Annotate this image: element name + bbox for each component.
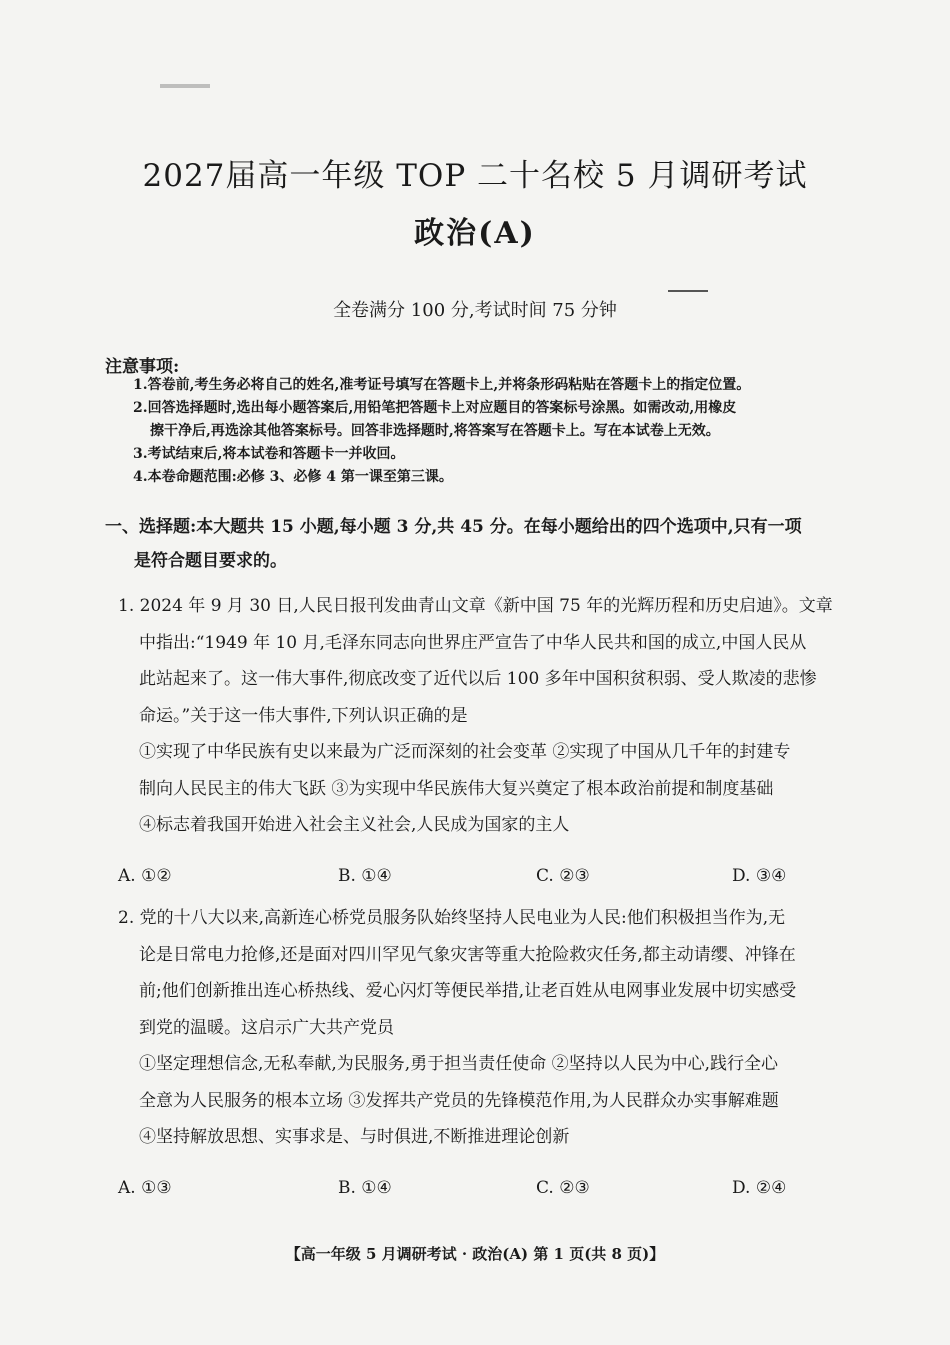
section-line: 一、选择题:本大题共 15 小题,每小题 3 分,共 45 分。在每小题给出的四个选项中,只有一项 — [105, 517, 802, 537]
option-d: D. ②④ — [732, 1178, 787, 1198]
notice-item: 2.回答选择题时,选出每小题答案后,用铅笔把答题卡上对应题目的答案标号涂黑。如需改动,用橡皮 — [133, 400, 737, 416]
question-line: 此站起来了。这一伟大事件,彻底改变了近代以后 100 多年中国积贫积弱、受人欺凌的悲惨 — [139, 669, 817, 689]
option-a: A. ①② — [118, 866, 172, 886]
question-line: ①坚定理想信念,无私奉献,为民服务,勇于担当责任使命 ②坚持以人民为中心,践行全心 — [139, 1054, 779, 1074]
option-a: A. ①③ — [118, 1178, 172, 1198]
scan-mark — [160, 84, 210, 88]
question-line: 全意为人民服务的根本立场 ③发挥共产党员的先锋模范作用,为人民群众办实事解难题 — [139, 1090, 779, 1111]
notice-heading: 注意事项: — [105, 357, 180, 377]
question-2-options — [118, 1178, 838, 1208]
option-d: D. ③④ — [732, 866, 787, 886]
question-line: 论是日常电力抢修,还是面对四川罕见气象灾害等重大抢险救灾任务,都主动请缨、冲锋在 — [139, 944, 796, 965]
question-line: 命运。”关于这一伟大事件,下列认识正确的是 — [139, 705, 468, 726]
question-line: 1. 2024 年 9 月 30 日,人民日报刊发曲青山文章《新中国 75 年的光辉历程和历史启迪》。文章 — [118, 596, 833, 616]
option-b: B. ①④ — [338, 1178, 392, 1198]
notice-item: 擦干净后,再选涂其他答案标号。回答非选择题时,将答案写在答题卡上。写在本试卷上无效。 — [150, 423, 720, 439]
question-line: 2. 党的十八大以来,高新连心桥党员服务队始终坚持人民电业为人民:他们积极担当作为,无 — [118, 908, 786, 928]
question-line: 到党的温暖。这启示广大共产党员 — [139, 1017, 394, 1038]
section-heading — [105, 510, 825, 578]
notice-item: 4.本卷命题范围:必修 3、必修 4 第一课至第三课。 — [133, 469, 453, 485]
pen-stroke — [668, 290, 708, 292]
exam-title: 2027届高一年级 TOP 二十名校 5 月调研考试 — [142, 158, 808, 194]
question-2 — [118, 900, 838, 1156]
question-line: ①实现了中华民族有史以来最为广泛而深刻的社会变革 ②实现了中国从几千年的封建专 — [139, 742, 791, 762]
page-footer: 【高一年级 5 月调研考试 · 政治(A) 第 1 页(共 8 页)】 — [285, 1245, 665, 1263]
option-c: C. ②③ — [536, 866, 590, 886]
exam-subject: 政治(A) — [414, 216, 536, 251]
option-b: B. ①④ — [338, 866, 392, 886]
section-line: 是符合题目要求的。 — [134, 551, 287, 571]
full-score-info: 全卷满分 100 分,考试时间 75 分钟 — [333, 300, 617, 321]
question-1 — [118, 588, 838, 844]
question-line: 前;他们创新推出连心桥热线、爱心闪灯等便民举措,让老百姓从电网事业发展中切实感受 — [139, 981, 797, 1001]
question-line: 制向人民民主的伟大飞跃 ③为实现中华民族伟大复兴奠定了根本政治前提和制度基础 — [139, 778, 774, 799]
question-line: 中指出:“1949 年 10 月,毛泽东同志向世界庄严宣告了中华人民共和国的成立,中国人民从 — [139, 632, 807, 653]
notice-item: 1.答卷前,考生务必将自己的姓名,准考证号填写在答题卡上,并将条形码粘贴在答题卡上的指定位置。 — [133, 377, 751, 393]
notice-list — [133, 374, 833, 489]
question-line: ④坚持解放思想、实事求是、与时俱进,不断推进理论创新 — [139, 1127, 570, 1147]
question-line: ④标志着我国开始进入社会主义社会,人民成为国家的主人 — [139, 815, 570, 835]
notice-item: 3.考试结束后,将本试卷和答题卡一并收回。 — [133, 446, 405, 462]
question-1-options — [118, 866, 838, 896]
option-c: C. ②③ — [536, 1178, 590, 1198]
